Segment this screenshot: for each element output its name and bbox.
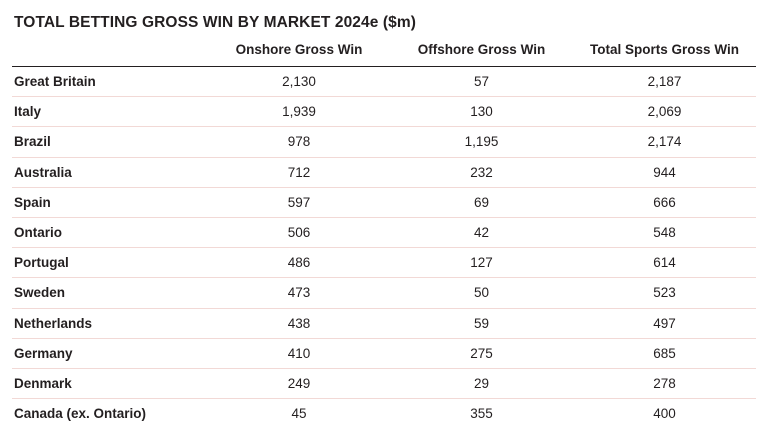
table-header	[12, 42, 756, 67]
cell-market: Portugal	[12, 248, 208, 278]
cell-offshore: 50	[390, 278, 573, 308]
cell-market: Canada (ex. Ontario)	[14, 406, 147, 422]
column-header-market	[12, 42, 208, 67]
cell-onshore: 410	[208, 338, 390, 368]
table-header-row	[12, 42, 756, 67]
cell-market: Ontario	[12, 218, 208, 248]
table-row	[12, 369, 756, 399]
cell-total: 2,187	[573, 67, 756, 97]
cell-onshore: 45	[291, 406, 307, 422]
cell-total: 523	[573, 278, 756, 308]
cell-total: 2,069	[573, 97, 756, 127]
cell-offshore: 127	[390, 248, 573, 278]
cell-onshore: 712	[208, 157, 390, 187]
cell-market: Netherlands	[12, 308, 208, 338]
table-row	[12, 187, 756, 217]
cell-total: 548	[573, 218, 756, 248]
table-row	[12, 248, 756, 278]
cell-market: Great Britain	[12, 67, 208, 97]
cell-total: 944	[573, 157, 756, 187]
column-header-total: Total Sports Gross Win	[590, 42, 739, 57]
cell-total: 400	[653, 406, 676, 422]
table-row	[12, 157, 756, 187]
cell-onshore: 1,939	[208, 97, 390, 127]
page-title: TOTAL BETTING GROSS WIN BY MARKET 2024e ($m)	[14, 14, 417, 31]
cell-total: 685	[573, 338, 756, 368]
cell-market: Sweden	[12, 278, 208, 308]
cell-offshore: 59	[390, 308, 573, 338]
cell-offshore: 1,195	[390, 127, 573, 157]
table-row	[12, 278, 756, 308]
cell-market: Italy	[12, 97, 208, 127]
cell-onshore: 249	[208, 369, 390, 399]
cell-onshore: 597	[208, 187, 390, 217]
table-row	[12, 67, 756, 97]
cell-total: 2,174	[573, 127, 756, 157]
cell-onshore: 2,130	[208, 67, 390, 97]
table-row	[12, 218, 756, 248]
table-row	[12, 399, 756, 429]
cell-market: Denmark	[12, 369, 208, 399]
table-row	[12, 308, 756, 338]
cell-offshore: 69	[390, 187, 573, 217]
cell-onshore: 438	[208, 308, 390, 338]
betting-gross-win-table	[12, 42, 756, 428]
table-body	[12, 67, 756, 429]
cell-onshore: 978	[208, 127, 390, 157]
cell-offshore: 130	[390, 97, 573, 127]
cell-offshore: 42	[390, 218, 573, 248]
cell-onshore: 506	[208, 218, 390, 248]
cell-total: 614	[573, 248, 756, 278]
cell-onshore: 486	[208, 248, 390, 278]
cell-offshore: 57	[390, 67, 573, 97]
cell-total: 497	[573, 308, 756, 338]
cell-market: Spain	[12, 187, 208, 217]
cell-total: 666	[573, 187, 756, 217]
cell-offshore: 275	[390, 338, 573, 368]
cell-total: 278	[573, 369, 756, 399]
cell-offshore: 355	[470, 406, 493, 422]
cell-market: Brazil	[12, 127, 208, 157]
table-row	[12, 338, 756, 368]
column-header-offshore: Offshore Gross Win	[417, 42, 546, 57]
cell-market: Australia	[12, 157, 208, 187]
cell-offshore: 29	[390, 369, 573, 399]
column-header-onshore: Onshore Gross Win	[235, 42, 363, 57]
cell-offshore: 232	[390, 157, 573, 187]
table-row	[12, 127, 756, 157]
table-row	[12, 97, 756, 127]
cell-market: Germany	[12, 338, 208, 368]
cell-onshore: 473	[208, 278, 390, 308]
